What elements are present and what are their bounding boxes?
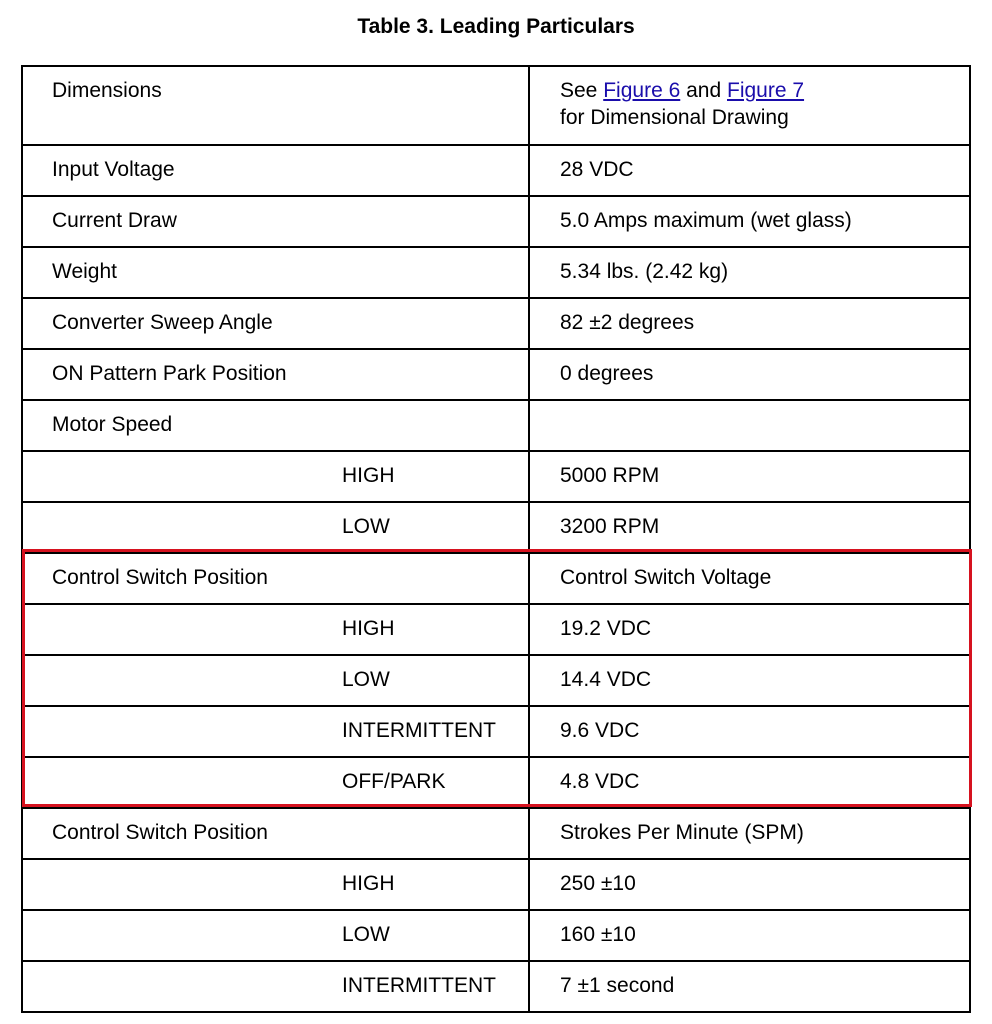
row-value-cell [529,502,970,553]
row-value-cell [529,349,970,400]
table-row [22,859,970,910]
row-value: 4.8 VDC [560,770,640,793]
row-value-cell [529,66,970,145]
row-label-cell [22,859,529,910]
table-caption: Table 3. Leading Particulars [357,15,635,38]
row-value-cell [529,400,970,451]
row-sublabel: INTERMITTENT [342,974,496,997]
row-value: 0 degrees [560,362,654,385]
row-sublabel: OFF/PARK [342,770,446,793]
row-value: 5.34 lbs. (2.42 kg) [560,260,729,283]
row-sublabel: LOW [342,923,390,946]
figure-7-link[interactable]: Figure 7 [727,79,805,102]
row-value-cell [529,553,970,604]
table-row [22,451,970,502]
table-row [22,66,970,145]
table-row [22,655,970,706]
row-value: 5000 RPM [560,464,660,487]
row-value-cell [529,451,970,502]
row-label-cell [22,298,529,349]
row-label-cell [22,961,529,1012]
row-label-cell [22,655,529,706]
row-value-cell [529,859,970,910]
row-value: 14.4 VDC [560,668,652,691]
row-value-cell [529,196,970,247]
table-row [22,298,970,349]
row-label-cell [22,910,529,961]
dimensions-value [530,67,969,131]
row-value: 9.6 VDC [560,719,640,742]
and-text: and [686,79,722,102]
row-value-cell [529,808,970,859]
row-value: 28 VDC [560,158,634,181]
row-value-cell [529,604,970,655]
row-value-cell [529,757,970,808]
row-label-cell [22,706,529,757]
row-value-cell [529,655,970,706]
row-value-cell [529,145,970,196]
leading-particulars-table [21,65,971,1013]
row-label-cell [22,196,529,247]
row-label: Motor Speed [52,413,173,436]
table-row [22,349,970,400]
table-row [22,502,970,553]
figure-6-link[interactable]: Figure 6 [603,79,681,102]
row-label: Dimensions [52,79,162,102]
table-row [22,196,970,247]
table-row [22,910,970,961]
see-text: See [560,79,598,102]
row-value: 160 ±10 [560,923,636,946]
row-value-cell [529,706,970,757]
row-label: Current Draw [52,209,177,232]
table-row [22,808,970,859]
row-label-cell [22,247,529,298]
row-sublabel: HIGH [342,464,395,487]
row-value [530,401,969,411]
row-label: Weight [52,260,117,283]
row-label-cell [22,451,529,502]
row-label: Control Switch Position [52,821,268,844]
row-sublabel: HIGH [342,872,395,895]
row-label: ON Pattern Park Position [52,362,287,385]
table-row [22,961,970,1012]
table-row [22,247,970,298]
table-row [22,145,970,196]
row-label-cell [22,757,529,808]
row-value-cell [529,910,970,961]
row-value: 250 ±10 [560,872,636,895]
table-row [22,553,970,604]
row-sublabel: HIGH [342,617,395,640]
row-value: Control Switch Voltage [560,566,772,589]
row-value: 82 ±2 degrees [560,311,695,334]
row-label: Control Switch Position [52,566,268,589]
row-label-cell [22,145,529,196]
row-value: 7 ±1 second [560,974,675,997]
row-label-cell [22,502,529,553]
row-sublabel: LOW [342,668,390,691]
row-sublabel: LOW [342,515,390,538]
table-row [22,757,970,808]
row-label: Converter Sweep Angle [52,311,273,334]
row-value: 19.2 VDC [560,617,652,640]
row-value: 3200 RPM [560,515,660,538]
row-value: Strokes Per Minute (SPM) [560,821,804,844]
row-label-cell [22,604,529,655]
row-label-cell [22,349,529,400]
row-label-cell [22,808,529,859]
row-value-cell [529,298,970,349]
row-value-cell [529,961,970,1012]
row-value-cell [529,247,970,298]
table-row [22,400,970,451]
row-label-cell [22,553,529,604]
row-sublabel: INTERMITTENT [342,719,496,742]
row-label-cell [22,400,529,451]
row-value: 5.0 Amps maximum (wet glass) [560,209,852,232]
table-row [22,706,970,757]
dimensional-drawing-text: for Dimensional Drawing [560,106,789,129]
row-label-cell [22,66,529,145]
table-row [22,604,970,655]
row-label: Input Voltage [52,158,175,181]
